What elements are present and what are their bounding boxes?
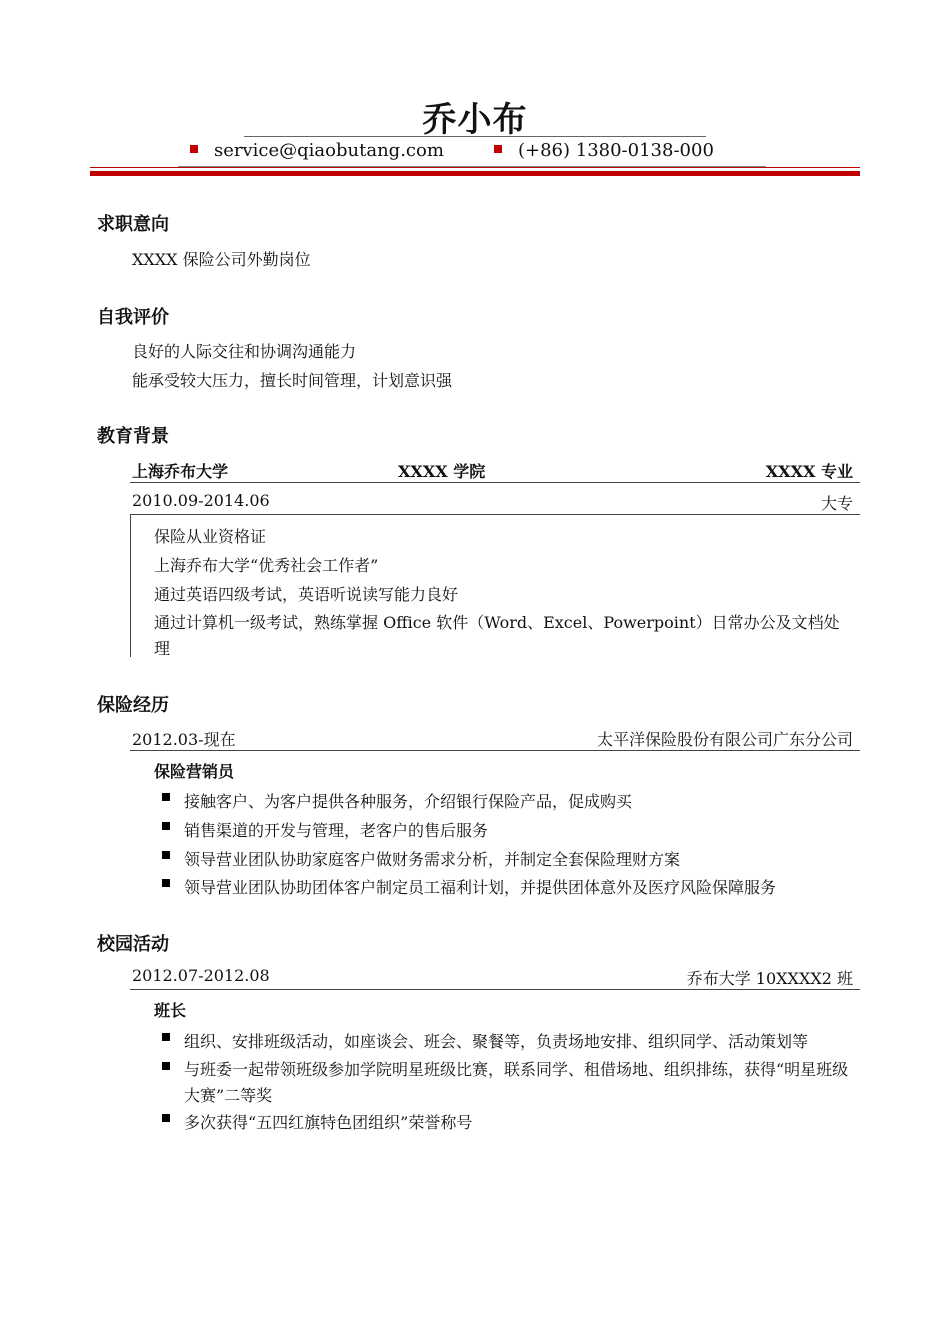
education-rule-bottom <box>130 514 860 515</box>
section-title-objective: 求职意向 <box>97 214 169 235</box>
red-square-icon <box>190 145 198 153</box>
education-item: 通过英语四级考试，英语听说读写能力良好 <box>154 585 459 604</box>
education-period: 2010.09-2014.06 <box>132 491 270 510</box>
campus-org: 乔布大学 10XXXX2 班 <box>686 969 853 988</box>
section-title-campus: 校园活动 <box>97 934 169 955</box>
education-side-rule <box>130 514 131 657</box>
objective-text: XXXX 保险公司外勤岗位 <box>132 250 311 269</box>
bullet-square-icon <box>162 1033 170 1041</box>
education-school: 上海乔布大学 <box>132 462 229 481</box>
bullet-square-icon <box>162 822 170 830</box>
education-item: 保险从业资格证 <box>154 527 267 546</box>
bullet-square-icon <box>162 879 170 887</box>
campus-period: 2012.07-2012.08 <box>132 966 270 985</box>
phone-text[interactable]: (+86) 1380-0138-000 <box>518 140 714 161</box>
insurance-bullet: 销售渠道的开发与管理，老客户的售后服务 <box>184 821 489 840</box>
header-divider-thick <box>90 171 860 176</box>
self-eval-line: 能承受较大压力，擅长时间管理，计划意识强 <box>132 371 453 390</box>
name-underline <box>244 136 706 137</box>
contact-bar <box>0 140 950 164</box>
campus-role: 班长 <box>154 1001 187 1020</box>
email-item <box>190 140 444 161</box>
header-divider-thin <box>90 167 860 168</box>
insurance-bullet: 领导营业团队协助家庭客户做财务需求分析，并制定全套保险理财方案 <box>184 850 681 869</box>
bullet-square-icon <box>162 1114 170 1122</box>
section-title-education: 教育背景 <box>97 426 169 447</box>
campus-bullet: 组织、安排班级活动，如座谈会、班会、聚餐等，负责场地安排、组织同学、活动策划等 <box>184 1032 809 1051</box>
self-eval-line: 良好的人际交往和协调沟通能力 <box>132 342 357 361</box>
campus-bullet: 多次获得“五四红旗特色团组织”荣誉称号 <box>184 1113 473 1132</box>
education-major: XXXX 专业 <box>765 462 853 481</box>
section-title-insurance: 保险经历 <box>97 695 169 716</box>
insurance-bullet: 接触客户、为客户提供各种服务，介绍银行保险产品，促成购买 <box>184 792 633 811</box>
bullet-square-icon <box>162 1062 170 1070</box>
insurance-role: 保险营销员 <box>154 762 235 781</box>
bullet-square-icon <box>162 793 170 801</box>
red-square-icon <box>494 145 502 153</box>
education-college: XXXX 学院 <box>398 462 486 481</box>
candidate-name: 乔小布 <box>422 100 528 140</box>
education-item: 上海乔布大学“优秀社会工作者” <box>154 556 379 575</box>
email-text[interactable]: service@qiaobutang.com <box>214 140 444 161</box>
insurance-company: 太平洋保险股份有限公司广东分公司 <box>596 730 853 749</box>
insurance-bullet: 领导营业团队协助团体客户制定员工福利计划，并提供团体意外及医疗风险保障服务 <box>184 878 777 897</box>
education-degree: 大专 <box>820 494 853 513</box>
education-rule-top <box>130 482 860 483</box>
insurance-period: 2012.03-现在 <box>132 730 236 749</box>
campus-rule <box>130 989 860 990</box>
phone-item <box>494 140 714 161</box>
insurance-rule <box>130 750 860 751</box>
bullet-square-icon <box>162 851 170 859</box>
section-title-self-eval: 自我评价 <box>97 307 169 328</box>
education-item: 通过计算机一级考试，熟练掌握 Office 软件（Word、Excel、Powerpoint）日常办公及文档处理 <box>154 613 840 658</box>
campus-bullet: 与班委一起带领班级参加学院明星班级比赛，联系同学、租借场地、组织排练，获得“明星班级大赛”二等奖 <box>184 1060 849 1105</box>
